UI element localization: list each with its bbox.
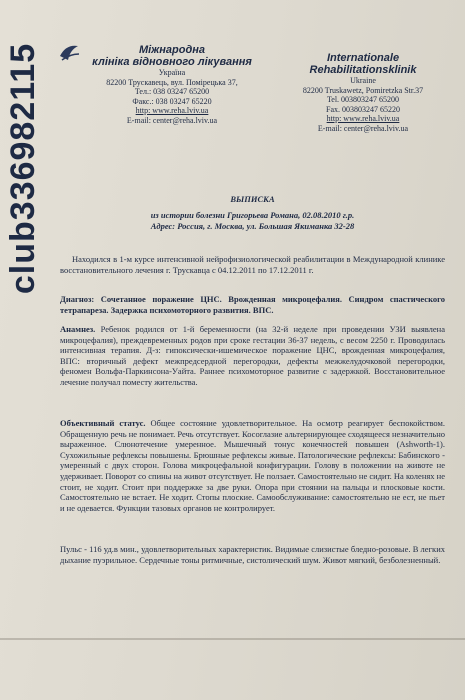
document-title: ВЫПИСКА [230, 194, 275, 204]
status-paragraph [60, 418, 445, 513]
clinic-name-de-1: Internationale [326, 52, 400, 64]
watermark-text: club336982115 [4, 42, 43, 294]
clinic-name-ua-2: клініка відновного лікування [92, 56, 252, 68]
intro-paragraph: Находился в 1-м курсе интенсивной нейрофизиологической реабилитации в Международной клинике восстановительного лечения г. Трускавца с 04.12.2011 по 17.12.2011 г. [60, 254, 445, 275]
pulse-paragraph: Пульс - 116 уд.в мин., удовлетворительных характеристик. Видимые слизистые бледно-розовые. В легких дыхание пуэрильное. Сердечные тоны ритмичные, систолический шум. Живот мягкий, безболезненный. [60, 544, 445, 565]
right-letterhead [268, 52, 458, 133]
document-subtitle [60, 210, 445, 232]
country-de: Ukraine [350, 76, 376, 85]
anamnesis-paragraph [60, 324, 445, 388]
country-ua: Україна [158, 68, 186, 77]
fax-ua: Факс.: 038 03247 65220 [132, 96, 212, 106]
anamnesis-text: Ребенок родился от 1-й беременности (на 32-й неделе при проведении УЗИ выявлена микроцефалия), преждевременных родов при сроке гестации 36-37 недель, с весом 2250 г. Проводилась интенсивная терапия. Д-з: гипоксически-ишемическое поражение ЦНС, врожденная микроцефалия, ВПС: вторичный дефект межпредсердной перегородки, дефекты межжелудочковой перегородки, феномен Вольфа-Паркинсона-Уайта. Раннее психомоторное развитие с задержкой. Восстановительное лечение получал поместу жительства. [60, 324, 446, 387]
web-ua: http: www.reha.lviv.ua [135, 106, 209, 115]
clinic-name-de-2: Rehabilitationsklinik [309, 64, 417, 76]
web-de: http: www.reha.lviv.ua [326, 114, 400, 123]
address-line: Адрес: Россия, г. Москва, ул. Большая Якиманка 32-28 [150, 221, 355, 231]
address-de: 82200 Truskawetz, Pomiretzka Str.37 [302, 85, 424, 95]
status-label: Объективный статус. [60, 418, 146, 428]
diagnosis-paragraph: Диагноз: Сочетанное поражение ЦНС. Врожденная микроцефалия. Синдром спастического тетрапареза. Задержка психомоторного развития. ВПС. [60, 294, 445, 315]
email-de: E-mail: center@reha.lviv.ua [317, 123, 409, 133]
status-text: Общее состояние удовлетворительное. На осмотр реагирует беспокойством. Обращенную речь не понимает. Речь отсутствует. Косоглазие альтернирующее сходящееся незначительно выраженное. Слюнотечение умеренное. Мышечный тонус конечностей повышен (Ashworth-1). Сухожильные рефлексы повышены. Брюшные рефлексы живые. Патологические рефлексы: Бабинского - умеренный с двух сторон. Голова микроцефальной конфигурации. Голову в положении на животе не удерживает. Поворот со спины на живот отсутствует. Не ползает. Самостоятельно не сидит. На коленях не стоит, не ходит. Стоит при поддержке за две руки. Опора при стоянии на пальцы и плосковые кости. Самостоятельно не встает. Не ходит. Стопы плоские. Самообслуживание: самостоятельно не ест, не пьет и не одевается. Функции тазовых органов не контролирует. [60, 418, 445, 513]
left-letterhead [72, 44, 272, 125]
patient-line: из истории болезни Григорьева Романа, 02.08.2010 г.р. [150, 210, 355, 220]
paper-fold [0, 638, 465, 640]
clinic-name-ua-1: Міжнародна [138, 44, 206, 56]
email-ua: E-mail: center@reha.lviv.ua [126, 115, 218, 125]
anamnesis-label: Анамнез. [60, 324, 96, 334]
watermark [2, 18, 46, 318]
fax-de: Fax. 003803247 65220 [326, 104, 400, 114]
address-ua: 82200 Трускавець, вул. Помірецька 37, [106, 77, 238, 87]
tel-de: Tel. 003803247 65200 [326, 95, 400, 104]
tel-ua: Тел.: 038 03247 65200 [134, 87, 210, 96]
